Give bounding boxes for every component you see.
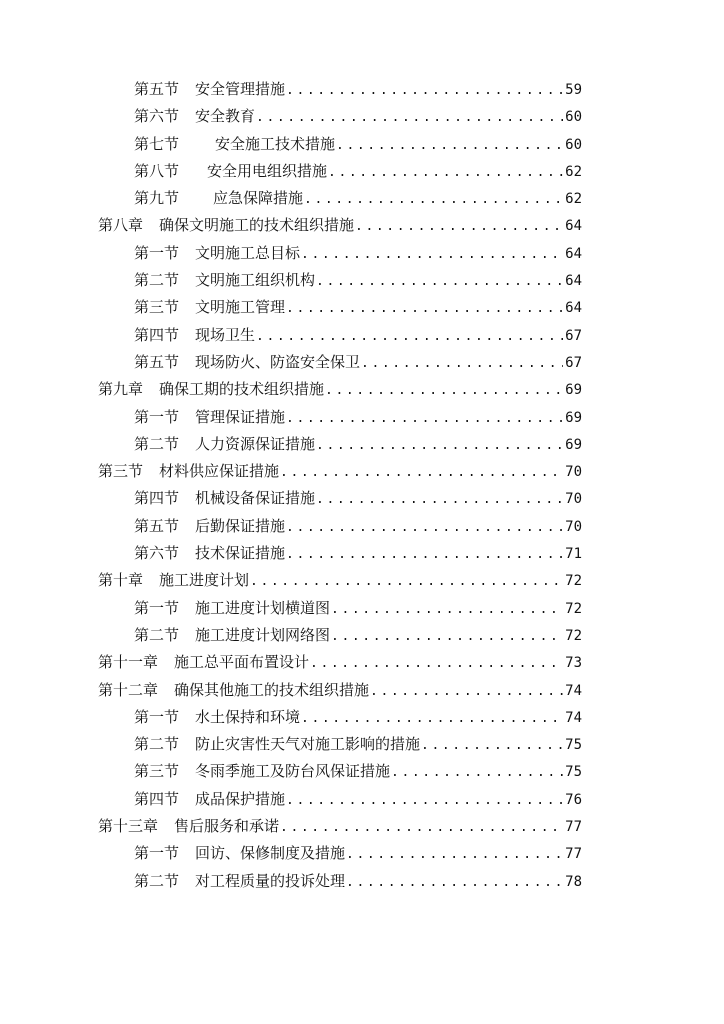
toc-entry-line: [134, 103, 582, 130]
toc-page-number: 75: [565, 764, 582, 781]
toc-chapter-entry[interactable]: [0, 458, 724, 485]
toc-page-number: 70: [565, 464, 582, 481]
toc-page-number: 60: [565, 109, 582, 126]
toc-chapter-entry[interactable]: [0, 376, 724, 403]
toc-section-entry[interactable]: [0, 868, 724, 895]
toc-entry-line: [134, 240, 582, 267]
toc-entry-line: [134, 731, 582, 758]
toc-entry-title: 材料供应保证措施: [159, 462, 280, 481]
toc-entry-label: 第六节: [134, 107, 180, 126]
toc-entry-line: [134, 786, 582, 813]
dot-leader: [301, 705, 563, 732]
toc-page-number: 69: [565, 436, 582, 453]
toc-page-number: 70: [565, 518, 582, 535]
dot-leader: [280, 459, 563, 486]
toc-entry-label: 第二节: [134, 434, 180, 453]
dot-leader: [421, 732, 563, 759]
toc-section-entry[interactable]: [0, 431, 724, 458]
toc-entry-line: [134, 431, 582, 458]
toc-entry-label: 第五节: [134, 516, 180, 535]
toc-entry-line: [134, 76, 582, 103]
dot-leader: [325, 377, 563, 404]
toc-entry-title: 现场防火、防盗安全保卫: [195, 352, 361, 371]
toc-entry-label: 第四节: [134, 489, 180, 508]
toc-entry-title: 安全用电组织措施: [207, 161, 328, 180]
toc-entry-label: 第五节: [134, 352, 180, 371]
toc-entry-label: 第一节: [134, 407, 180, 426]
toc-entry-label: 第二节: [134, 271, 180, 290]
toc-page-number: 64: [565, 245, 582, 262]
toc-entry-title: 人力资源保证措施: [195, 434, 316, 453]
toc-entry-title: 管理保证措施: [195, 407, 286, 426]
toc-entry-line: [134, 758, 582, 785]
dot-leader: [331, 623, 563, 650]
toc-entry-label: 第二节: [134, 625, 180, 644]
toc-section-entry[interactable]: [0, 404, 724, 431]
toc-entry-title: 冬雨季施工及防台风保证措施: [195, 762, 391, 781]
dot-leader: [331, 596, 563, 623]
dot-leader: [304, 186, 563, 213]
toc-entry-label: 第六节: [134, 544, 180, 563]
toc-page-number: 64: [565, 300, 582, 317]
toc-entry-label: 第三节: [134, 762, 180, 781]
toc-page-number: 77: [565, 846, 582, 863]
toc-entry-title: 水土保持和环境: [195, 707, 301, 726]
toc-entry-line: [98, 376, 582, 403]
toc-page-number: 75: [565, 737, 582, 754]
toc-entry-title: 应急保障措施: [213, 189, 304, 208]
dot-leader: [256, 104, 563, 131]
toc-section-entry[interactable]: [0, 76, 724, 103]
toc-entry-line: [134, 540, 582, 567]
toc-section-entry[interactable]: [0, 513, 724, 540]
toc-section-entry[interactable]: [0, 349, 724, 376]
toc-entry-label: 第四节: [134, 789, 180, 808]
toc-entry-line: [134, 485, 582, 512]
toc-entry-title: 施工进度计划网络图: [195, 625, 331, 644]
toc-section-entry[interactable]: [0, 240, 724, 267]
dot-leader: [316, 432, 563, 459]
toc-page-number: 72: [565, 627, 582, 644]
table-of-contents: [0, 76, 724, 895]
toc-entry-label: 第五节: [134, 80, 180, 98]
toc-entry-line: [98, 649, 582, 676]
toc-page-number: 78: [565, 873, 582, 890]
toc-entry-label: 第一节: [134, 598, 180, 617]
toc-section-entry[interactable]: [0, 540, 724, 567]
toc-entry-line: [134, 404, 582, 431]
toc-section-entry[interactable]: [0, 103, 724, 130]
toc-entry-label: 第八章: [98, 216, 144, 235]
toc-entry-label: 第二节: [134, 871, 180, 890]
dot-leader: [286, 514, 563, 541]
toc-page-number: 73: [565, 655, 582, 672]
dot-leader: [391, 759, 563, 786]
dot-leader: [286, 295, 563, 322]
toc-chapter-entry[interactable]: [0, 567, 724, 594]
toc-section-entry[interactable]: [0, 595, 724, 622]
toc-entry-line: [134, 185, 582, 212]
toc-page-number: 72: [565, 600, 582, 617]
dot-leader: [286, 405, 563, 432]
toc-entry-label: 第一节: [134, 243, 180, 262]
toc-entry-line: [134, 131, 582, 158]
toc-page-number: 60: [565, 136, 582, 153]
toc-entry-label: 第七节: [134, 134, 180, 153]
toc-entry-title: 文明施工总目标: [195, 243, 301, 262]
toc-page-number: 69: [565, 409, 582, 426]
toc-entry-line: [98, 677, 582, 704]
toc-entry-line: [134, 704, 582, 731]
toc-entry-title: 施工进度计划横道图: [195, 598, 331, 617]
toc-entry-title: 文明施工管理: [195, 298, 286, 317]
toc-entry-title: 施工进度计划: [159, 571, 250, 590]
toc-page-number: 69: [565, 382, 582, 399]
dot-leader: [370, 678, 563, 705]
toc-page-number: 67: [565, 354, 582, 371]
toc-entry-label: 第三节: [98, 462, 144, 481]
toc-entry-line: [98, 567, 582, 594]
toc-entry-title: 安全教育: [195, 107, 256, 126]
toc-entry-line: [98, 212, 582, 239]
toc-section-entry[interactable]: [0, 840, 724, 867]
toc-entry-title: 确保工期的技术组织措施: [159, 380, 325, 399]
toc-section-entry[interactable]: [0, 786, 724, 813]
toc-entry-line: [134, 622, 582, 649]
toc-entry-line: [134, 868, 582, 895]
dot-leader: [316, 268, 563, 295]
dot-leader: [286, 77, 563, 104]
toc-section-entry[interactable]: [0, 131, 724, 158]
dot-leader: [310, 650, 563, 677]
dot-leader: [256, 323, 563, 350]
toc-page-number: 76: [565, 791, 582, 808]
toc-page-number: 62: [565, 191, 582, 208]
toc-chapter-entry[interactable]: [0, 677, 724, 704]
toc-entry-line: [98, 458, 582, 485]
dot-leader: [250, 568, 563, 595]
toc-entry-title: 现场卫生: [195, 325, 256, 344]
toc-entry-label: 第三节: [134, 298, 180, 317]
toc-entry-title: 成品保护措施: [195, 789, 286, 808]
toc-entry-line: [134, 322, 582, 349]
toc-entry-line: [134, 349, 582, 376]
toc-entry-line: [98, 813, 582, 840]
toc-entry-line: [134, 267, 582, 294]
toc-section-entry[interactable]: [0, 704, 724, 731]
toc-entry-title: 安全施工技术措施: [215, 134, 336, 153]
toc-page-number: 72: [565, 573, 582, 590]
toc-entry-label: 第十一章: [98, 653, 159, 672]
dot-leader: [286, 787, 563, 814]
toc-entry-label: 第十三章: [98, 817, 159, 836]
toc-entry-line: [134, 513, 582, 540]
toc-page-number: 59: [565, 82, 582, 98]
toc-entry-title: 安全管理措施: [195, 80, 286, 98]
toc-page-number: 64: [565, 218, 582, 235]
toc-entry-title: 技术保证措施: [195, 544, 286, 563]
toc-section-entry[interactable]: [0, 322, 724, 349]
toc-entry-title: 售后服务和承诺: [174, 817, 280, 836]
toc-section-entry[interactable]: [0, 185, 724, 212]
toc-section-entry[interactable]: [0, 485, 724, 512]
toc-entry-label: 第四节: [134, 325, 180, 344]
toc-page-number: 74: [565, 682, 582, 699]
toc-entry-line: [134, 840, 582, 867]
toc-chapter-entry[interactable]: [0, 212, 724, 239]
toc-page-number: 77: [565, 819, 582, 836]
toc-section-entry[interactable]: [0, 267, 724, 294]
toc-entry-label: 第一节: [134, 707, 180, 726]
toc-entry-line: [134, 595, 582, 622]
toc-entry-title: 防止灾害性天气对施工影响的措施: [195, 735, 421, 754]
toc-entry-title: 确保文明施工的技术组织措施: [159, 216, 355, 235]
toc-entry-title: 对工程质量的投诉处理: [195, 871, 346, 890]
toc-entry-label: 第八节: [134, 161, 180, 180]
toc-entry-label: 第九章: [98, 380, 144, 399]
dot-leader: [316, 486, 563, 513]
toc-section-entry[interactable]: [0, 731, 724, 758]
dot-leader: [301, 241, 563, 268]
toc-chapter-entry[interactable]: [0, 649, 724, 676]
toc-chapter-entry[interactable]: [0, 813, 724, 840]
dot-leader: [346, 841, 563, 868]
dot-leader: [286, 541, 563, 568]
dot-leader: [280, 814, 563, 841]
toc-entry-title: 后勤保证措施: [195, 516, 286, 535]
toc-entry-title: 施工总平面布置设计: [174, 653, 310, 672]
toc-section-entry[interactable]: [0, 294, 724, 321]
dot-leader: [346, 869, 563, 896]
dot-leader: [355, 213, 563, 240]
toc-page-number: 67: [565, 327, 582, 344]
toc-page-number: 74: [565, 709, 582, 726]
toc-entry-label: 第十章: [98, 571, 144, 590]
toc-entry-title: 文明施工组织机构: [195, 271, 316, 290]
toc-section-entry[interactable]: [0, 758, 724, 785]
toc-entry-label: 第九节: [134, 189, 180, 208]
toc-entry-label: 第一节: [134, 844, 180, 863]
dot-leader: [328, 159, 563, 186]
toc-entry-label: 第十二章: [98, 680, 159, 699]
toc-entry-line: [134, 158, 582, 185]
toc-page-number: 71: [565, 546, 582, 563]
dot-leader: [336, 132, 563, 159]
toc-entry-title: 确保其他施工的技术组织措施: [174, 680, 370, 699]
toc-section-entry[interactable]: [0, 158, 724, 185]
dot-leader: [361, 350, 563, 377]
toc-entry-title: 回访、保修制度及措施: [195, 844, 346, 863]
toc-section-entry[interactable]: [0, 622, 724, 649]
toc-entry-line: [134, 294, 582, 321]
toc-entry-title: 机械设备保证措施: [195, 489, 316, 508]
toc-page-number: 62: [565, 163, 582, 180]
toc-page-number: 70: [565, 491, 582, 508]
toc-page-number: 64: [565, 273, 582, 290]
toc-entry-label: 第二节: [134, 735, 180, 754]
